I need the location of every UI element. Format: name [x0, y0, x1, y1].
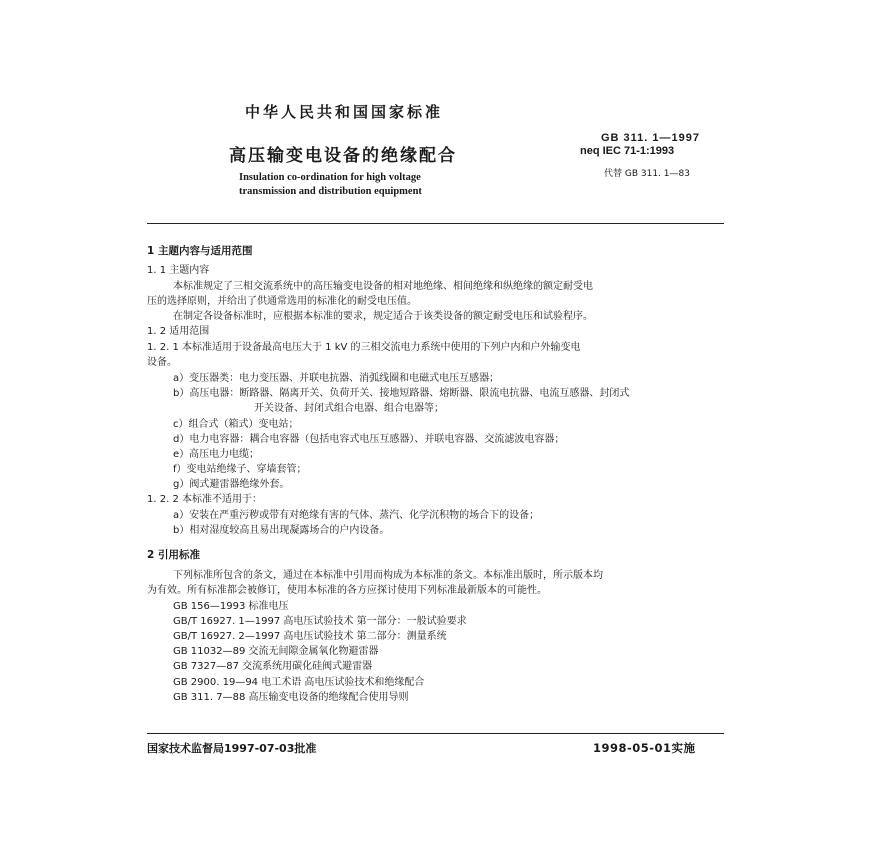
reference-item: GB/T 16927. 2—1997 高电压试验技术 第二部分：测量系统	[173, 631, 447, 642]
section-2-para-line-1: 下列标准所包含的条文，通过在本标准中引用而构成为本标准的条文。本标准出版时，所示版本均	[173, 570, 603, 581]
list-item: e）高压电力电缆；	[173, 449, 260, 460]
list-item: b）高压电器：断路器、隔离开关、负荷开关、接地短路器、熔断器、限流电抗器、电流互感器、封闭式	[173, 388, 630, 399]
effective-date: 1998-05-01实施	[593, 741, 696, 755]
section-1-1-para-line-1: 本标准规定了三相交流系统中的高压输变电设备的相对地绝缘、相间绝缘和纵绝缘的额定耐受电	[173, 281, 593, 292]
section-2-heading: 2 引用标准	[147, 549, 200, 561]
reference-item: GB 156—1993 标准电压	[173, 601, 289, 612]
list-item: d）电力电容器：耦合电容器（包括电容式电压互感器）、并联电容器、交流滤波电容器；	[173, 434, 565, 445]
header-divider	[147, 223, 724, 224]
national-standard-heading: 中华人民共和国国家标准	[245, 103, 444, 121]
english-title-line-2: transmission and distribution equipment	[239, 186, 422, 197]
document-title: 高压输变电设备的绝缘配合	[229, 146, 457, 166]
section-1-2-1-line-1: 1. 2. 1 本标准适用于设备最高电压大于 1 kV 的三相交流电力系统中使用的下列户内和户外输变电	[147, 342, 581, 353]
section-1-2-1-line-2: 设备。	[147, 357, 177, 368]
section-2-para-line-2: 为有效。所有标准都会被修订，使用本标准的各方应探讨使用下列标准最新版本的可能性。	[147, 585, 547, 596]
reference-item: GB/T 16927. 1—1997 高电压试验技术 第一部分：一般试验要求	[173, 616, 467, 627]
section-1-heading: 1 主题内容与适用范围	[147, 245, 253, 257]
section-1-1-para-2: 在制定各设备标准时，应根据本标准的要求，规定适合于该类设备的额定耐受电压和试验程序。	[173, 311, 593, 322]
section-1-2-2-heading: 1. 2. 2 本标准不适用于：	[147, 494, 262, 505]
reference-item: GB 11032—89 交流无间隙金属氧化物避雷器	[173, 646, 379, 657]
section-1-1-para-line-2: 压的选择原则，并给出了供通常选用的标准化的耐受电压值。	[147, 296, 417, 307]
reference-item: GB 2900. 19—94 电工术语 高电压试验技术和绝缘配合	[173, 677, 425, 688]
list-item: a）变压器类：电力变压器、并联电抗器、消弧线圈和电磁式电压互感器；	[173, 373, 500, 384]
approval-note: 国家技术监督局1997-07-03批准	[147, 742, 317, 755]
section-1-2-heading: 1. 2 适用范围	[147, 326, 210, 337]
section-1-1-heading: 1. 1 主题内容	[147, 265, 210, 276]
list-item-continuation: 开关设备、封闭式组合电器、组合电器等；	[254, 403, 444, 414]
replaces-note: 代替 GB 311. 1—83	[604, 169, 690, 179]
standard-equivalence: neq IEC 71-1:1993	[580, 145, 675, 157]
list-item: a）安装在严重污秽或带有对绝缘有害的气体、蒸汽、化学沉积物的场合下的设备；	[173, 510, 540, 521]
list-item: g）阀式避雷器绝缘外套。	[173, 479, 290, 490]
reference-item: GB 311. 7—88 高压输变电设备的绝缘配合使用导则	[173, 692, 409, 703]
list-item: f）变电站绝缘子、穿墙套管；	[173, 464, 307, 475]
footer-divider	[147, 733, 724, 734]
english-title-line-1: Insulation co-ordination for high voltage	[239, 172, 421, 183]
standard-number: GB 311. 1—1997	[601, 132, 701, 144]
list-item: c）组合式（箱式）变电站；	[173, 419, 299, 430]
reference-item: GB 7327—87 交流系统用碳化硅阀式避雷器	[173, 661, 373, 672]
list-item: b）相对湿度较高且易出现凝露场合的户内设备。	[173, 525, 390, 536]
